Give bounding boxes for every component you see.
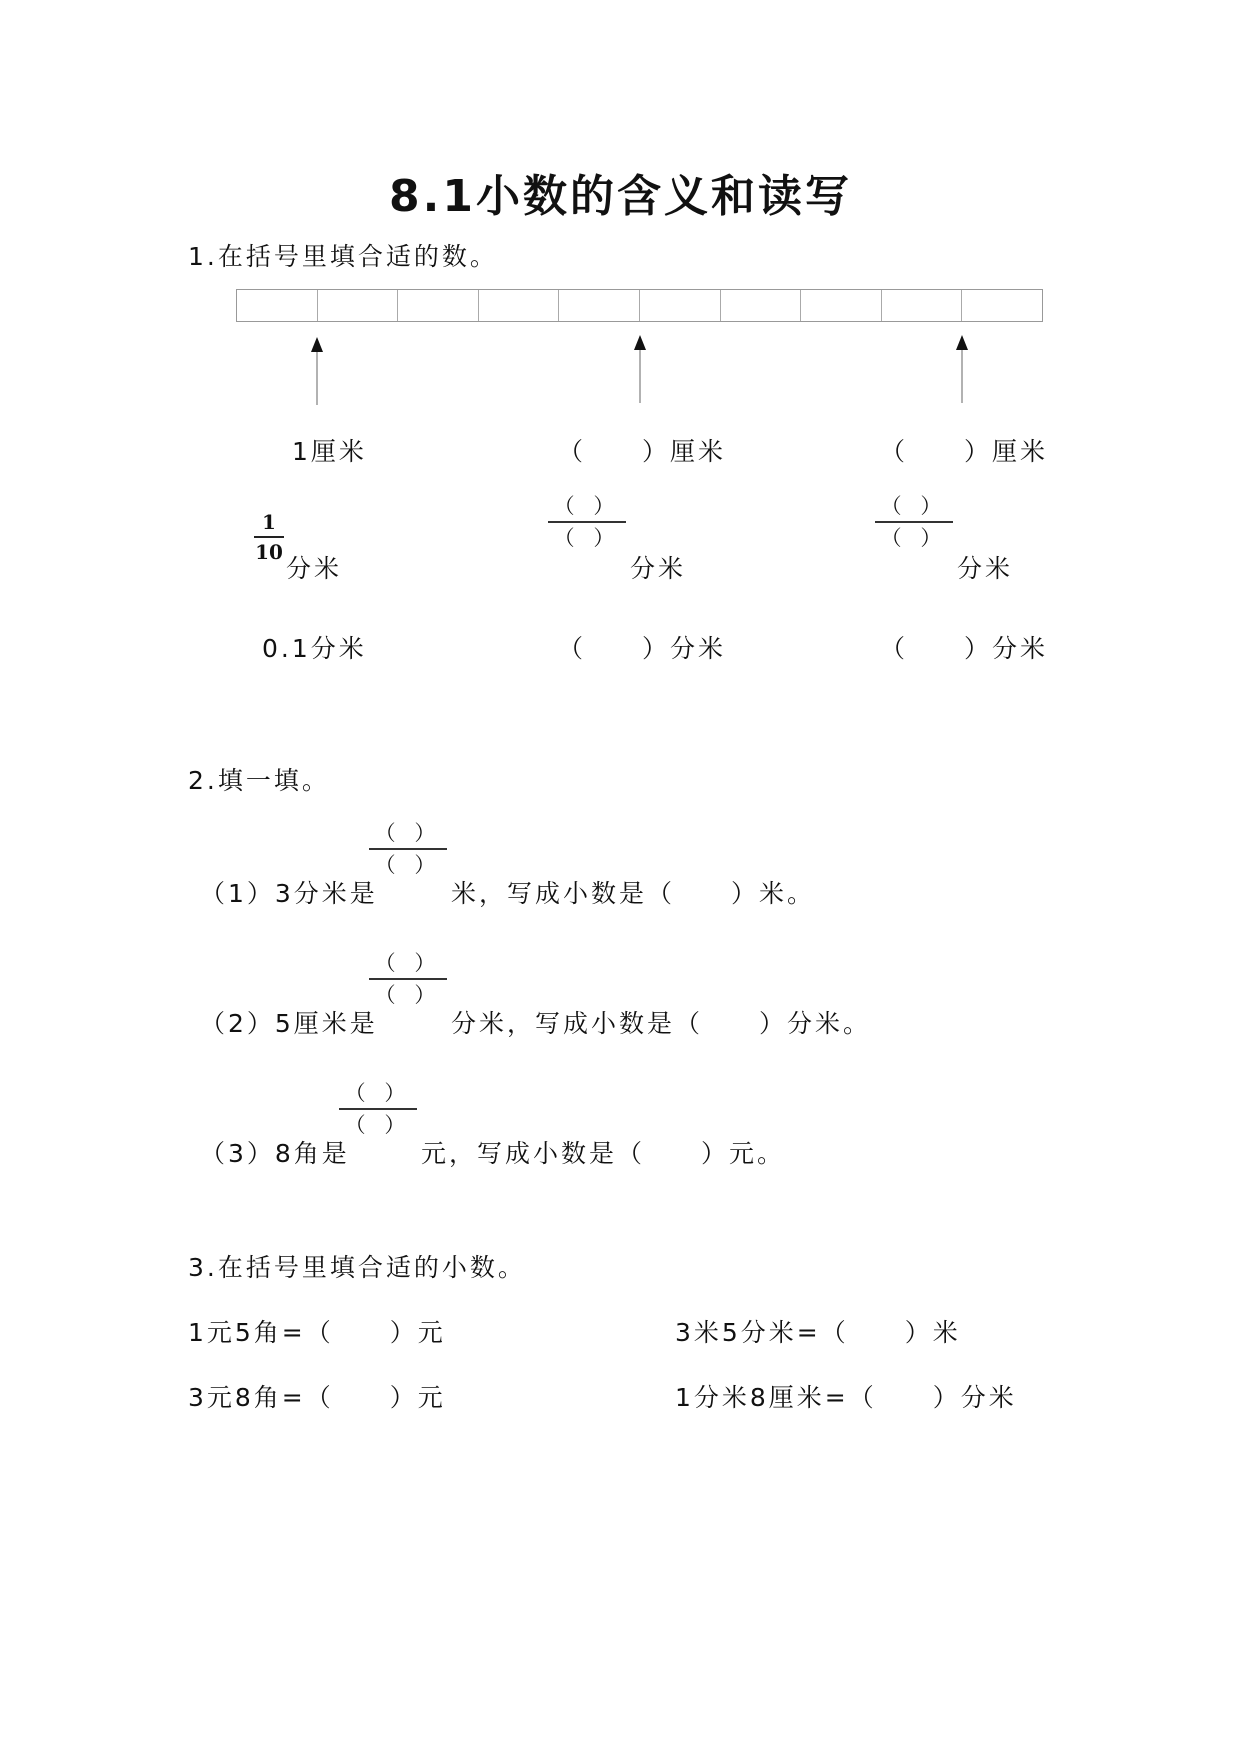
- q2-item-3-fraction: [339, 1080, 417, 1138]
- fraction-numerator: （ ）: [374, 951, 442, 975]
- fraction-numerator: （ ）: [553, 494, 621, 518]
- blank-fraction-2: [548, 493, 626, 551]
- fraction-numerator: 1: [262, 510, 276, 534]
- given-fraction: [254, 510, 284, 564]
- fraction-denominator: 10: [255, 540, 283, 564]
- question-1-heading: 1.在括号里填合适的数。: [188, 242, 498, 271]
- q2-item-1-suffix: 米，写成小数是（ ）米。: [451, 879, 816, 908]
- question-2-heading: 2.填一填。: [188, 766, 330, 795]
- q3-item-1: 1元5角=（ ）元: [188, 1318, 446, 1347]
- fraction-numerator: （ ）: [880, 494, 948, 518]
- row3-blank-3: （ ）分米: [880, 634, 1049, 663]
- q2-item-1-fraction: [369, 820, 447, 878]
- fraction-bar: [369, 978, 447, 980]
- q3-item-2: 3米5分米=（ ）米: [675, 1318, 961, 1347]
- blank-fraction-2-unit: 分米: [630, 554, 687, 583]
- row1-blank-2: （ ）厘米: [558, 437, 727, 466]
- blank-fraction-3-unit: 分米: [957, 554, 1014, 583]
- given-fraction-unit: 分米: [286, 554, 343, 583]
- q2-item-3-suffix: 元，写成小数是（ ）元。: [421, 1139, 786, 1168]
- fraction-bar: [369, 848, 447, 850]
- fraction-denominator: （ ）: [880, 526, 948, 550]
- fraction-denominator: （ ）: [374, 853, 442, 877]
- fraction-bar: [339, 1108, 417, 1110]
- q3-item-3: 3元8角=（ ）元: [188, 1383, 446, 1412]
- page-title: 8.1小数的含义和读写: [389, 171, 852, 222]
- q2-item-1-prefix: （1）3分米是: [200, 879, 378, 908]
- fraction-denominator: （ ）: [553, 526, 621, 550]
- arrow-2: [634, 335, 646, 403]
- question-3-heading: 3.在括号里填合适的小数。: [188, 1253, 526, 1282]
- fraction-denominator: （ ）: [374, 983, 442, 1007]
- arrows-layer: [0, 0, 1241, 420]
- fraction-denominator: （ ）: [344, 1113, 412, 1137]
- blank-fraction-3: [875, 493, 953, 551]
- q2-item-2-prefix: （2）5厘米是: [200, 1009, 378, 1038]
- row3-label-1: 0.1分米: [262, 634, 367, 663]
- fraction-bar: [254, 536, 284, 538]
- q2-item-2-suffix: 分米，写成小数是（ ）分米。: [451, 1009, 872, 1038]
- fraction-numerator: （ ）: [374, 821, 442, 845]
- q3-item-4: 1分米8厘米=（ ）分米: [675, 1383, 1017, 1412]
- q2-item-2-fraction: [369, 950, 447, 1008]
- row1-label-1: 1厘米: [292, 437, 367, 466]
- q2-item-3-prefix: （3）8角是: [200, 1139, 350, 1168]
- arrow-3: [956, 335, 968, 403]
- fraction-bar: [875, 521, 953, 523]
- arrow-1: [311, 337, 323, 405]
- fraction-bar: [548, 521, 626, 523]
- row3-blank-2: （ ）分米: [558, 634, 727, 663]
- fraction-numerator: （ ）: [344, 1081, 412, 1105]
- row1-blank-3: （ ）厘米: [880, 437, 1049, 466]
